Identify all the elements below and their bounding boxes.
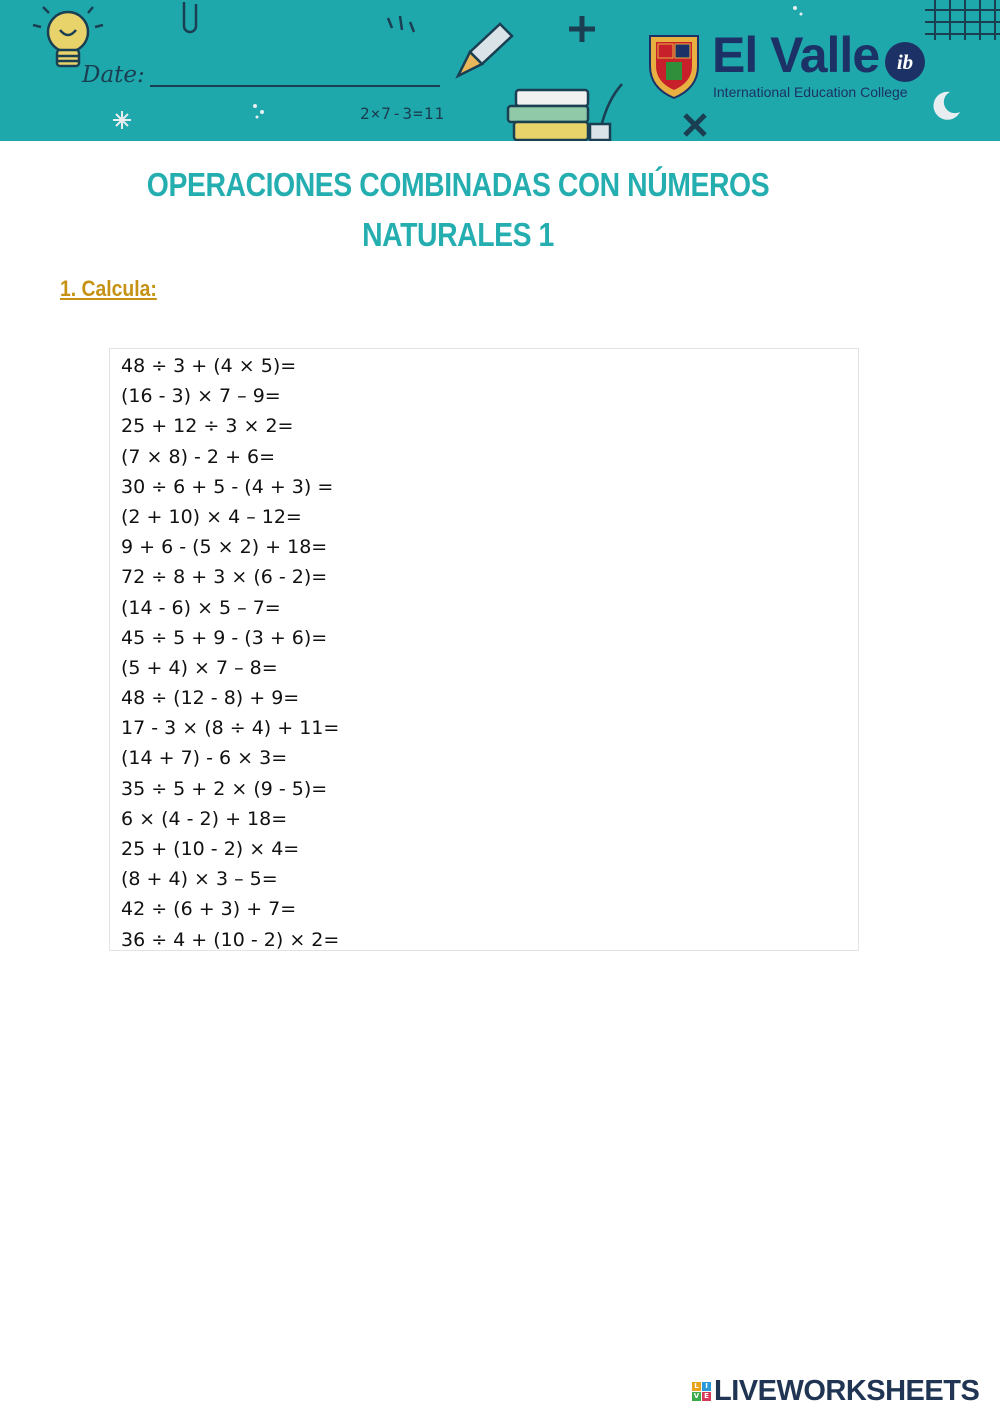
- exercise-item: 48 ÷ 3 + (4 × 5)=: [121, 355, 297, 377]
- brand-subtitle: International Education College: [713, 84, 908, 100]
- shield-logo-icon: [650, 36, 698, 98]
- exercise-item: 17 - 3 × (8 ÷ 4) + 11=: [121, 717, 340, 740]
- exercise-item: (16 - 3) × 7 – 9=: [121, 385, 281, 408]
- sparkle-icon: [113, 111, 131, 129]
- exercise-item: (14 + 7) - 6 × 3=: [121, 747, 288, 770]
- exercise-item: 35 ÷ 5 + 2 × (9 - 5)=: [121, 777, 328, 800]
- exercise-item: (8 + 4) × 3 – 5=: [121, 868, 278, 891]
- date-label: Date:: [82, 62, 145, 88]
- exercise-item: 36 ÷ 4 + (10 - 2) × 2=: [121, 928, 340, 951]
- lightbulb-icon: [33, 7, 103, 66]
- liveworksheets-logo: [692, 1375, 979, 1408]
- moon-icon: [933, 92, 960, 120]
- exercise-box: [109, 348, 859, 951]
- liveworksheets-mark-icon: [692, 1382, 711, 1401]
- math-doodle: 2×7-3=11: [360, 104, 446, 123]
- exercise-item: 25 + (10 - 2) × 4=: [121, 838, 300, 860]
- liveworksheets-logo-text: LIVEWORKSHEETS: [714, 1375, 980, 1407]
- exercise-item: 72 ÷ 8 + 3 × (6 - 2)=: [121, 566, 328, 589]
- liveworksheets-mark-letter: I: [702, 1382, 711, 1391]
- exercise-item: 30 ÷ 6 + 5 - (4 + 3) =: [121, 475, 334, 498]
- books-icon: [508, 90, 588, 140]
- date-underline: [150, 85, 440, 87]
- brand-name: El Valle: [712, 27, 880, 83]
- exercise-item: (14 - 6) × 5 – 7=: [121, 596, 281, 619]
- exercise-item: (5 + 4) × 7 – 8=: [121, 656, 278, 679]
- dash-marks-icon: [388, 16, 414, 32]
- exercise-item: 9 + 6 - (5 × 2) + 18=: [121, 536, 328, 559]
- liveworksheets-mark-letter: V: [693, 1392, 700, 1400]
- exercise-item: 6 × (4 - 2) + 18=: [121, 807, 288, 830]
- exercise-list: [110, 351, 858, 955]
- pencil-icon: [458, 24, 512, 76]
- exercise-item: 48 ÷ (12 - 8) + 9=: [121, 687, 300, 710]
- page-title-line-2: NATURALES 1: [362, 216, 554, 253]
- liveworksheets-mark-letter: L: [692, 1382, 701, 1391]
- exercise-item: (2 + 10) × 4 – 12=: [121, 505, 302, 528]
- ib-badge: ib: [885, 42, 925, 82]
- paperclip-icon: [184, 2, 196, 32]
- grid-icon: [925, 0, 1000, 40]
- header-banner: [0, 0, 1000, 141]
- plus-icon: [569, 16, 595, 42]
- exercise-item: 42 ÷ (6 + 3) + 7=: [121, 898, 297, 921]
- exercise-item: (7 × 8) - 2 + 6=: [121, 445, 276, 468]
- section-heading: 1. Calcula:: [60, 276, 157, 301]
- page-title-line-1: OPERACIONES COMBINADAS CON NÚMEROS: [146, 166, 770, 203]
- quill-icon: [590, 84, 622, 140]
- exercise-item: 25 + 12 ÷ 3 × 2=: [121, 415, 294, 438]
- liveworksheets-mark-letter: E: [702, 1392, 711, 1401]
- exercise-item: 45 ÷ 5 + 9 - (3 + 6)=: [121, 626, 328, 649]
- times-icon: [685, 115, 705, 135]
